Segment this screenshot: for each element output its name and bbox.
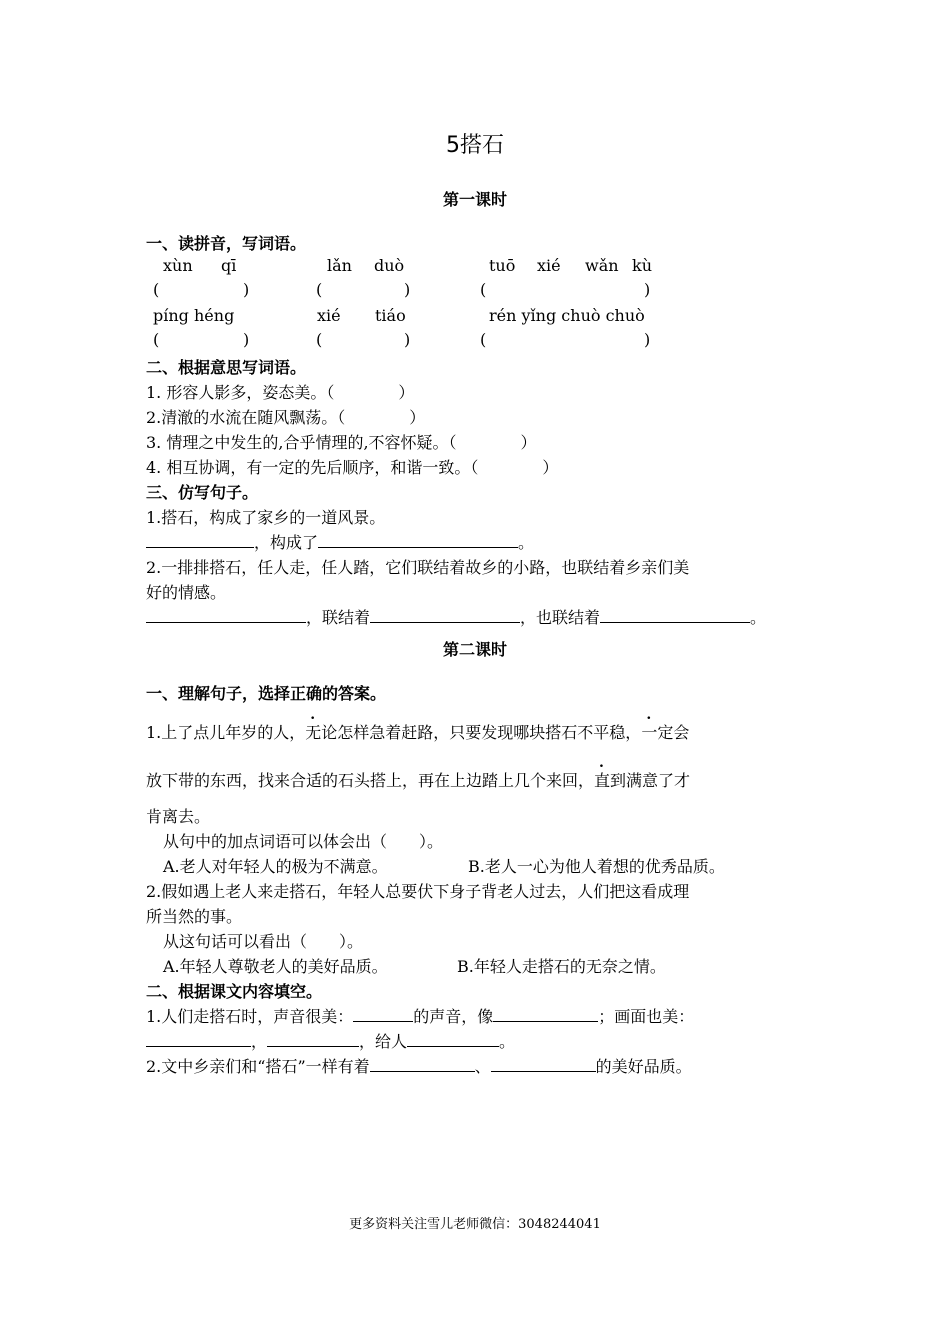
answer-blank[interactable] bbox=[491, 1055, 596, 1072]
prompt-text: ，构成了 bbox=[254, 533, 319, 552]
pinyin: qī bbox=[221, 256, 237, 275]
answer-blank[interactable] bbox=[493, 1005, 598, 1022]
question-item bbox=[146, 720, 689, 743]
question-item: 肯离去。 bbox=[146, 807, 211, 826]
answer-blank[interactable] bbox=[146, 531, 254, 548]
prompt-text: 满意了才 bbox=[626, 771, 691, 790]
prompt-text: 。 bbox=[750, 608, 767, 627]
dotted-word: 直到 bbox=[594, 771, 627, 790]
footer-note: 更多资料关注雪儿老师微信：3048244041 bbox=[349, 1217, 601, 1232]
prompt-text: 的声音，像 bbox=[413, 1007, 494, 1026]
answer-blank[interactable] bbox=[146, 606, 306, 623]
option-a: A.年轻人尊敬老人的美好品质。 bbox=[163, 957, 388, 976]
answer-bracket-close: ) bbox=[243, 330, 250, 349]
fill-in-line bbox=[146, 1054, 692, 1077]
dotted-word: 无论 bbox=[305, 723, 338, 742]
section-2-heading: 二、根据课文内容填空。 bbox=[146, 982, 323, 1001]
prompt-text: 、 bbox=[474, 1057, 491, 1076]
question-item bbox=[146, 768, 690, 791]
fill-in-line bbox=[146, 530, 534, 553]
prompt-text: 的美好品质。 bbox=[595, 1057, 692, 1076]
option-a: A.老人对年轻人的极为不满意。 bbox=[163, 857, 388, 876]
prompt-text: ；画面也美： bbox=[598, 1007, 695, 1026]
answer-blank[interactable] bbox=[370, 606, 520, 623]
page-title: 5搭石 bbox=[446, 133, 504, 158]
pinyin: rén yǐng chuò chuò bbox=[489, 306, 645, 325]
prompt-text: 会 bbox=[673, 723, 690, 742]
pinyin: xié bbox=[537, 256, 561, 275]
answer-bracket-open: ( bbox=[153, 280, 160, 299]
section-3-heading: 三、仿写句子。 bbox=[146, 483, 259, 502]
answer-bracket-close: ) bbox=[644, 280, 651, 299]
lesson-2-heading: 第二课时 bbox=[442, 640, 507, 659]
answer-blank[interactable] bbox=[318, 531, 518, 548]
prompt-text: 放下带的东西，找来合适的石头搭上，再在上边踏上几个来回， bbox=[146, 771, 595, 790]
question-item: 所当然的事。 bbox=[146, 907, 243, 926]
fill-in-line bbox=[146, 1004, 694, 1027]
prompt-text: 。 bbox=[518, 533, 535, 552]
prompt-text: ， bbox=[251, 1032, 268, 1051]
question-item: 2.假如遇上老人来走搭石，年轻人总要伏下身子背老人过去，人们把这看成理 bbox=[146, 882, 690, 901]
answer-blank[interactable] bbox=[600, 606, 750, 623]
answer-blank[interactable] bbox=[353, 1005, 413, 1022]
pinyin: xùn bbox=[163, 256, 193, 275]
fill-in-line bbox=[146, 1029, 515, 1052]
answer-blank[interactable] bbox=[146, 1030, 251, 1047]
question-prompt: 从这句话可以看出（ ）。 bbox=[163, 932, 364, 951]
answer-bracket-close: ) bbox=[404, 280, 411, 299]
question-item: 好的情感。 bbox=[146, 583, 227, 602]
option-b: B.老人一心为他人着想的优秀品质。 bbox=[468, 857, 725, 876]
prompt-text: 。 bbox=[499, 1032, 516, 1051]
pinyin: tuō bbox=[489, 256, 516, 275]
question-item: 3. 情理之中发生的,合乎情理的,不容怀疑。（ ） bbox=[146, 433, 537, 452]
answer-bracket-close: ) bbox=[404, 330, 411, 349]
answer-bracket-open: ( bbox=[316, 280, 323, 299]
answer-blank[interactable] bbox=[370, 1055, 475, 1072]
question-item: 4. 相互协调，有一定的先后顺序，和谐一致。（ ） bbox=[146, 458, 559, 477]
section-2-heading: 二、根据意思写词语。 bbox=[146, 358, 307, 377]
prompt-text: ，也联结着 bbox=[520, 608, 601, 627]
answer-bracket-close: ) bbox=[644, 330, 651, 349]
pinyin: tiáo bbox=[375, 306, 406, 325]
answer-bracket-open: ( bbox=[316, 330, 323, 349]
pinyin: wǎn bbox=[585, 256, 619, 275]
pinyin: xié bbox=[317, 306, 341, 325]
lesson-1-heading: 第一课时 bbox=[442, 190, 507, 209]
dotted-word: 一定 bbox=[641, 723, 674, 742]
prompt-text: 2.文中乡亲们和“搭石”一样有着 bbox=[146, 1057, 370, 1076]
prompt-text: ，联结着 bbox=[306, 608, 371, 627]
pinyin: píng héng bbox=[153, 306, 235, 325]
question-item: 2.一排排搭石，任人走，任人踏，它们联结着故乡的小路，也联结着乡亲们美 bbox=[146, 558, 690, 577]
prompt-text: ，给人 bbox=[359, 1032, 408, 1051]
answer-bracket-open: ( bbox=[480, 330, 487, 349]
question-item: 2.清澈的水流在随风飘荡。（ ） bbox=[146, 408, 426, 427]
section-1-heading: 一、理解句子，选择正确的答案。 bbox=[146, 684, 387, 703]
answer-bracket-close: ) bbox=[243, 280, 250, 299]
question-item: 1.搭石，构成了家乡的一道风景。 bbox=[146, 508, 386, 527]
answer-bracket-open: ( bbox=[480, 280, 487, 299]
prompt-text: 1.上了点儿年岁的人， bbox=[146, 723, 306, 742]
pinyin: kù bbox=[632, 256, 652, 275]
question-prompt: 从句中的加点词语可以体会出（ ）。 bbox=[163, 832, 444, 851]
answer-blank[interactable] bbox=[267, 1030, 359, 1047]
pinyin: duò bbox=[374, 256, 405, 275]
fill-in-line bbox=[146, 605, 766, 628]
prompt-text: 1.人们走搭石时，声音很美： bbox=[146, 1007, 354, 1026]
answer-bracket-open: ( bbox=[153, 330, 160, 349]
question-item: 1. 形容人影多，姿态美。（ ） bbox=[146, 383, 415, 402]
section-1-heading: 一、读拼音，写词语。 bbox=[146, 234, 307, 253]
pinyin: lǎn bbox=[327, 256, 352, 275]
prompt-text: 怎样急着赶路，只要发现哪块搭石不平稳， bbox=[337, 723, 642, 742]
answer-blank[interactable] bbox=[407, 1030, 499, 1047]
option-b: B.年轻人走搭石的无奈之情。 bbox=[457, 957, 666, 976]
